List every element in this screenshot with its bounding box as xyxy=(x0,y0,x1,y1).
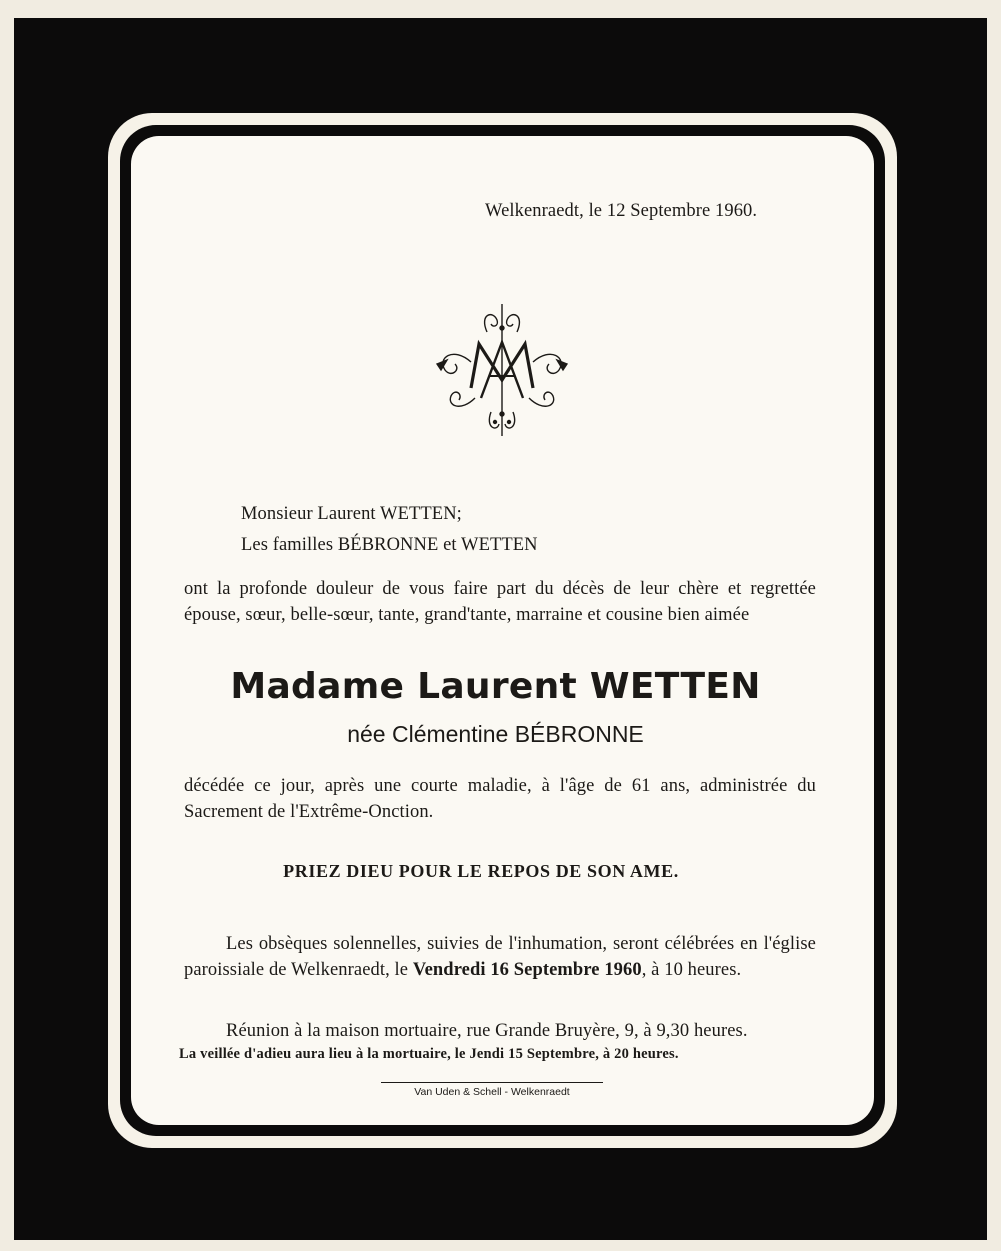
vigil-line: La veillée d'adieu aura lieu à la mortuaire, le Jendi 15 Septembre, à 20 heures. xyxy=(179,1046,679,1062)
maiden-name: née Clémentine BÉBRONNE xyxy=(347,721,644,747)
death-details: décédée ce jour, après une courte maladie, à l'âge de 61 ans, administrée du Sacrement de l'Extrême-Onction. xyxy=(184,776,816,822)
announcement-paragraph: ont la profonde douleur de vous faire part du décès de leur chère et regrettée épouse, sœur, belle-sœur, tante, grand'tante, marraine et cousine bien aimée xyxy=(184,579,816,625)
printer-credit: Van Uden & Schell - Welkenraedt xyxy=(414,1086,570,1098)
funeral-date: Vendredi 16 Septembre 1960 xyxy=(412,959,642,980)
funeral-paragraph xyxy=(184,932,816,983)
announcement-card xyxy=(131,136,874,1125)
mourner-line-1: Monsieur Laurent WETTEN; xyxy=(241,504,462,524)
date-line: Welkenraedt, le 12 Septembre 1960. xyxy=(485,201,758,221)
printer-rule xyxy=(381,1082,603,1083)
mourner-line-2: Les familles BÉBRONNE et WETTEN xyxy=(241,535,538,555)
prayer-line: PRIEZ DIEU POUR LE REPOS DE SON AME. xyxy=(283,861,679,881)
funeral-text-after: , à 10 heures. xyxy=(641,959,742,980)
reunion-line: Réunion à la maison mortuaire, rue Grande Bruyère, 9, à 9,30 heures. xyxy=(226,1021,748,1041)
funeral-text-before: Les obsèques solennelles, suivies de l'inhumation, seront célébrées en l'église paroissiale de Welkenraedt, le xyxy=(184,934,816,980)
deceased-name: Madame Laurent WETTEN xyxy=(230,666,761,707)
am-monogram-icon xyxy=(431,302,573,438)
